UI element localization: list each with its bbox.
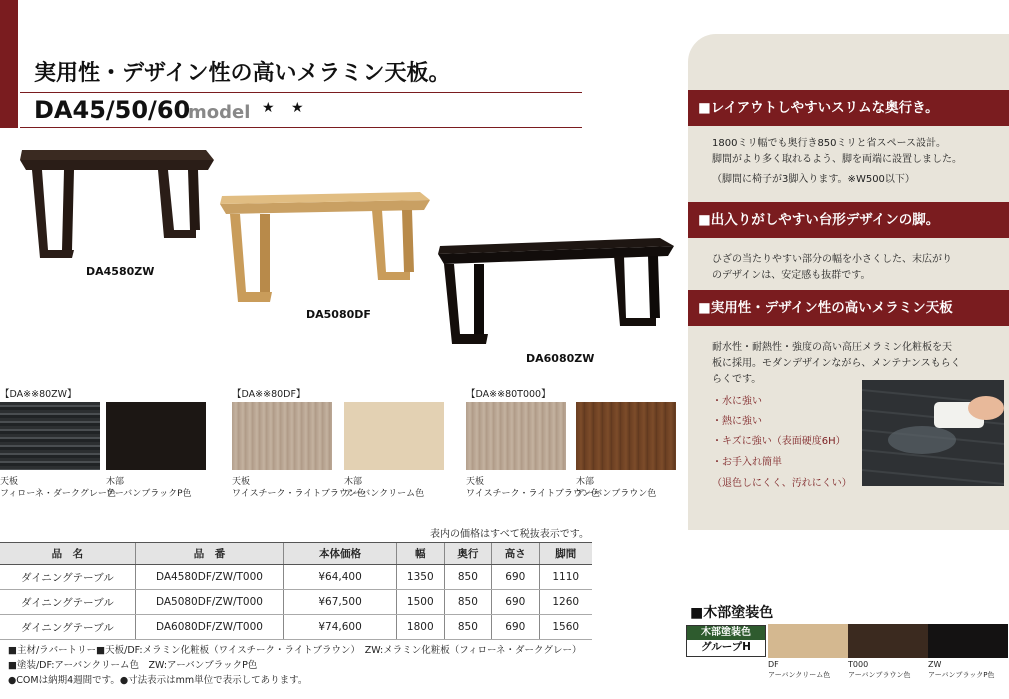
cell-leg: 1560: [539, 615, 592, 640]
cell-height: 690: [492, 590, 539, 615]
paint-title: ■木部塗装色: [690, 605, 774, 621]
feature-bullet: ・キズに強い（表面硬度6H）: [712, 436, 846, 447]
column-header: 幅: [396, 543, 444, 565]
model-word: model: [188, 102, 251, 123]
feature-text: 耐水性・耐熱性・強度の高い高圧メラミン化粧板を天 板に採用。モダンデザインながら、メンテナンスもらく らくです。: [712, 342, 961, 385]
swatch-urban-cream: [344, 402, 444, 470]
column-header: 高さ: [492, 543, 539, 565]
column-header: 脚間: [539, 543, 592, 565]
column-header: 本体価格: [284, 543, 397, 565]
cell-price: ¥67,500: [284, 590, 397, 615]
divider: [20, 127, 582, 128]
feature-heading: ■出入りがしやすい台形デザインの脚。: [688, 202, 1009, 238]
page-headline: 実用性・デザイン性の高いメラミン天板。: [34, 61, 451, 86]
rating-stars: ★ ★: [262, 100, 310, 116]
paint-group-box: [686, 625, 766, 657]
swatch-caption: 天板 ワイスチーク・ライトブラウン色: [466, 477, 600, 499]
table-row: [0, 615, 592, 640]
tax-note: 表内の価格はすべて税抜表示です。: [430, 529, 589, 540]
cell-height: 690: [492, 565, 539, 590]
wiping-photo: [862, 380, 1004, 486]
swatch-caption: 天板 ワイスチーク・ライトブラウン色: [232, 477, 366, 499]
cell-leg: 1110: [539, 565, 592, 590]
column-header: 奥行: [444, 543, 491, 565]
accent-bar: [0, 0, 18, 128]
footnote: ■主材/ラバートリー■天板/DF:メラミン化粧板（ワイスチーク・ライトブラウン） ZW:メラミン化粧板（フィローネ・ダークグレー）: [8, 645, 582, 656]
swatch-group-title: 【DA※※80T000】: [466, 389, 551, 400]
cell-name: ダイニングテーブル: [0, 615, 135, 640]
swatch-caption: 木部 アーバンブラックP色: [106, 477, 192, 499]
cell-price: ¥64,400: [284, 565, 397, 590]
column-header: 品 名: [0, 543, 135, 565]
table-image-da6080zw: [436, 236, 676, 350]
paint-swatch-zw: [928, 624, 1008, 658]
swatch-caption: 天板 フィローネ・ダークグレー色: [0, 477, 116, 499]
swatch-caption: 木部 アーバンクリーム色: [344, 477, 425, 499]
paint-code: DF: [768, 660, 779, 669]
cell-code: DA4580DF/ZW/T000: [135, 565, 283, 590]
cell-depth: 850: [444, 615, 491, 640]
divider: [20, 92, 582, 93]
table-label: DA4580ZW: [86, 265, 155, 278]
swatch-urban-brown: [576, 402, 676, 470]
feature-bullet: （退色しにくく、汚れにくい）: [712, 478, 852, 489]
paint-group-label: 木部塗装色: [687, 626, 765, 640]
cell-width: 1350: [396, 565, 444, 590]
table-label: DA6080ZW: [526, 352, 595, 365]
cell-width: 1500: [396, 590, 444, 615]
paint-name: アーバンブラックP色: [928, 671, 995, 679]
cell-leg: 1260: [539, 590, 592, 615]
cell-depth: 850: [444, 590, 491, 615]
model-code: DA45/50/60: [34, 96, 191, 124]
table-image-da4580zw: [18, 146, 218, 264]
feature-bullet: ・お手入れ簡単: [712, 457, 782, 468]
feature-bullet: ・水に強い: [712, 396, 762, 407]
paint-name: アーバンクリーム色: [768, 671, 831, 679]
feature-text: ひざの当たりやすい部分の幅を小さくした、末広がり のデザインは、安定感も抜群です。: [712, 254, 952, 281]
table-header-row: [0, 543, 592, 565]
cell-name: ダイニングテーブル: [0, 565, 135, 590]
cell-price: ¥74,600: [284, 615, 397, 640]
paint-group-name: グループH: [701, 641, 751, 653]
cell-code: DA6080DF/ZW/T000: [135, 615, 283, 640]
paint-swatch-t000: [848, 624, 928, 658]
footnote: ■塗装/DF:アーバンクリーム色 ZW:アーバンブラックP色: [8, 660, 258, 671]
feature-heading: ■レイアウトしやすいスリムな奥行き。: [688, 90, 1009, 126]
column-header: 品 番: [135, 543, 283, 565]
cell-height: 690: [492, 615, 539, 640]
swatch-urban-black: [106, 402, 206, 470]
swatch-whitechieek-lightbrown: [466, 402, 566, 470]
swatch-whitechieek-lightbrown: [232, 402, 332, 470]
paint-name: アーバンブラウン色: [848, 671, 911, 679]
paint-swatch-df: [768, 624, 848, 658]
paint-code: ZW: [928, 660, 942, 669]
swatch-caption: 木部 アーバンブラウン色: [576, 477, 657, 499]
cell-code: DA5080DF/ZW/T000: [135, 590, 283, 615]
cell-depth: 850: [444, 565, 491, 590]
price-table: [0, 542, 592, 640]
table-row: [0, 590, 592, 615]
paint-code: T000: [848, 660, 869, 669]
swatch-group-title: 【DA※※80DF】: [232, 389, 306, 400]
feature-bullet: ・熱に強い: [712, 416, 762, 427]
feature-text: 1800ミリ幅でも奥行き850ミリと省スペース設計。 脚間がより多く取れるよう、脚を両端に設置しました。 （脚間に椅子が3脚入ります。※W500以下）: [712, 138, 962, 185]
footnote: ●COMは納期4週間です。●寸法表示はmm単位で表示してあります。: [8, 675, 308, 686]
table-image-da5080df: [218, 188, 432, 308]
feature-heading: ■実用性・デザイン性の高いメラミン天板: [688, 290, 1009, 326]
cell-name: ダイニングテーブル: [0, 590, 135, 615]
swatch-group-title: 【DA※※80ZW】: [0, 389, 77, 400]
table-label: DA5080DF: [306, 308, 371, 321]
swatch-filone-darkgray: [0, 402, 100, 470]
cell-width: 1800: [396, 615, 444, 640]
table-row: [0, 565, 592, 590]
